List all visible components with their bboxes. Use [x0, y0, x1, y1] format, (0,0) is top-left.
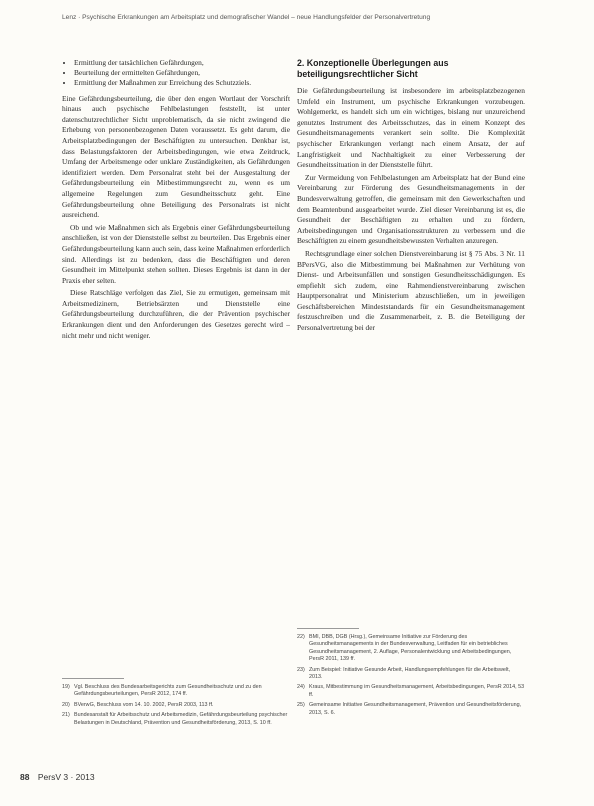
body-paragraph: Zur Vermeidung von Fehlbelastungen am Arbeitsplatz hat der Bund eine Vereinbarung zur Förderung des Gesundheitsmanagements in der Bundesverwaltung getroffen, die gemeinsam mit den Gewerkschaften und dem Beamtenbund ausgearbeitet wurde. Ziel dieser Vereinbarung ist es, die Gesundheit der Beschäftigten zu erhalten und zu fördern, Arbeitsbedingungen und Organisationsstrukturen zu verbessern und die Beschäftigten zu einem gesundheitsbewussten Verhalten anzuregen. [297, 172, 525, 246]
footnote [297, 634, 525, 664]
body-paragraph: Rechtsgrundlage einer solchen Dienstvereinbarung ist § 75 Abs. 3 Nr. 11 BPersVG, also die Mitbestimmung bei Maßnahmen zur Verhütung von Dienst- und Arbeitsunfällen und sonstigen Gesundheitsschädigungen. Es empfiehlt sich zudem, eine Rahmendienstvereinbarung zwischen Hauptpersonalrat und Ministerium abzuschließen, um in jeweiligen Geschäftsbereichen Mindeststandards für ein Gesundheitsmanagement festzuschreiben und die Zusammenarbeit, z. B. die Beteiligung der Personalvertretung bei der [297, 248, 525, 333]
right-footnotes [297, 634, 525, 720]
body-paragraph: Diese Ratschläge verfolgen das Ziel, Sie zu ermutigen, gemeinsam mit Arbeitsmedizinern, Betriebsärzten und Dienststelle eine Gefährdungsbeurteilung durchzuführen, die der Prävention psychischer Erkrankungen dient und den Anforderungen des Gesetzes gerecht wird – nicht mehr und nicht weniger. [62, 288, 290, 340]
footnote [297, 684, 525, 699]
footnote-text: BVerwG, Beschluss vom 14. 10. 2002, PersR 2003, 113 ff. [74, 701, 214, 708]
left-footnotes [62, 684, 290, 730]
left-column [62, 58, 290, 343]
footnote [297, 667, 525, 682]
footnote-text: Kraus, Mitbestimmung im Gesundheitsmanagement, Arbeitsbedingungen, PersR 2014, 53 ff. [309, 684, 525, 698]
footnote-number: 25) [297, 702, 305, 709]
page-number: 88 [20, 772, 30, 782]
list-item: • Beurteilung der ermittelten Gefährdungen, [74, 68, 290, 78]
footnote-number: 23) [297, 666, 305, 673]
list-item: • Ermittlung der Maßnahmen zur Erreichung des Schutzziels. [74, 78, 290, 88]
footnote-divider [297, 628, 359, 629]
footnote-text: Zum Beispiel: Initiative Gesunde Arbeit, Handlungsempfehlungen für die Arbeitswelt, 2013. [309, 666, 511, 681]
journal-issue: PersV 3 · 2013 [37, 772, 95, 782]
footnote-text: Bundesanstalt für Arbeitsschutz und Arbeitsmedizin, Gefährdungsbeurteilung psychischer Belastungen in Deutschland, Prävention und Gesundheitsförderung, 2013, S. 10 ff. [74, 712, 288, 726]
footnote [297, 702, 525, 717]
footnote [62, 702, 290, 709]
page-footer [20, 772, 95, 782]
bullet-list [62, 58, 290, 89]
right-column [297, 58, 525, 336]
footnote-number: 21) [62, 712, 70, 719]
footnote [62, 712, 290, 727]
footnote [62, 684, 290, 699]
section-heading: 2. Konzeptionelle Überlegungen aus beteiligungsrechtlicher Sicht [297, 58, 449, 79]
body-paragraph: Ob und wie Maßnahmen sich als Ergebnis einer Gefährdungsbeurteilung anschließen, ist von der Dienststelle selbst zu beurteilen. Das Ergebnis einer Gefährdungsbeurteilung kann auch sein, dass keine Maßnahmen erforderlich sind. Allerdings ist zu bedenken, dass die Beschäftigten und deren Gesundheit im Mittelpunkt stehen sollten. Dieses Ergebnis ist dann in der Praxis eher selten. [62, 222, 290, 285]
footnote-number: 22) [297, 634, 305, 640]
body-paragraph: Die Gefährdungsbeurteilung ist insbesondere im arbeitsplatzbezogenen Umfeld ein Instrument, um psychische Erkrankungen vorzubeugen. Wohlgemerkt, es handelt sich um ein wichtiges, bislang nur unzureichend genutztes Instrument des Arbeitsschutzes, das in einem Konzept des Gesundheitsmanagements verankert sein sollte. Die Komplexität psychischer Erkrankungen verlangt nach einem Ansatz, der auf Langfristigkeit und Nachhaltigkeit zu einer Verbesserung der Gesundheitssituation in der Dienststelle führt. [297, 86, 525, 170]
footnote-number: 19) [62, 684, 70, 690]
footnote-text: Vgl. Beschluss des Bundesarbeitsgerichts zum Gesundheitsschutz und zu den Gefährdungsbeurteilungen, PersR 2012, 174 ff. [74, 684, 262, 698]
footnote-number: 20) [62, 701, 70, 708]
running-head: Lenz · Psychische Erkrankungen am Arbeitsplatz und demografischer Wandel – neue Handlungsfelder der Personalvertretung [62, 14, 431, 21]
footnote-text: BMI, DBB, DGB (Hrsg.), Gemeinsame Initiative zur Förderung des Gesundheitsmanagements in der Bundesverwaltung, Leitfaden für ein betriebliches Gesundheitsmanagement, 2. Auflage, Personalentwicklung und Arbeitsbedingungen, PersR 2011, 139 ff. [309, 634, 512, 663]
footnote-divider [62, 678, 124, 679]
footnote-text: Gemeinsame Initiative Gesundheitsmanagement, Prävention und Gesundheitsförderung, 2013, S. 6. [309, 702, 522, 716]
list-item: • Ermittlung der tatsächlichen Gefährdungen, [74, 58, 290, 68]
footnote-number: 24) [297, 684, 305, 691]
body-paragraph: Eine Gefährdungsbeurteilung, die über den engen Wortlaut der Vorschrift hinaus auch psychische Fehlbelastungen feststellt, ist unter datenschutzrechtlicher Sicht unproblematisch, da sie nicht zwingend die Erhebung von personenbezogenen Daten voraussetzt. Es geht darum, die Arbeitsplatzbedingungen der Beschäftigten zu untersuchen. Denkbar ist, dass Belastungsfaktoren der Arbeitsbedingungen, wie etwa Zeitdruck, Umfang der Arbeitsmenge oder unklare Zuständigkeiten, als Gefährdungen identifiziert werden. Dem Personalrat steht bei der Ausgestaltung der Gefährdungsbeurteilung ein Mitbestimmungsrecht zu, wenn es um allgemeine Regelungen zum Gesundheitsschutz geht. Eine Gefährdungsbeurteilung ohne Beteiligung des Personalrats ist nicht ausreichend. [62, 93, 290, 220]
